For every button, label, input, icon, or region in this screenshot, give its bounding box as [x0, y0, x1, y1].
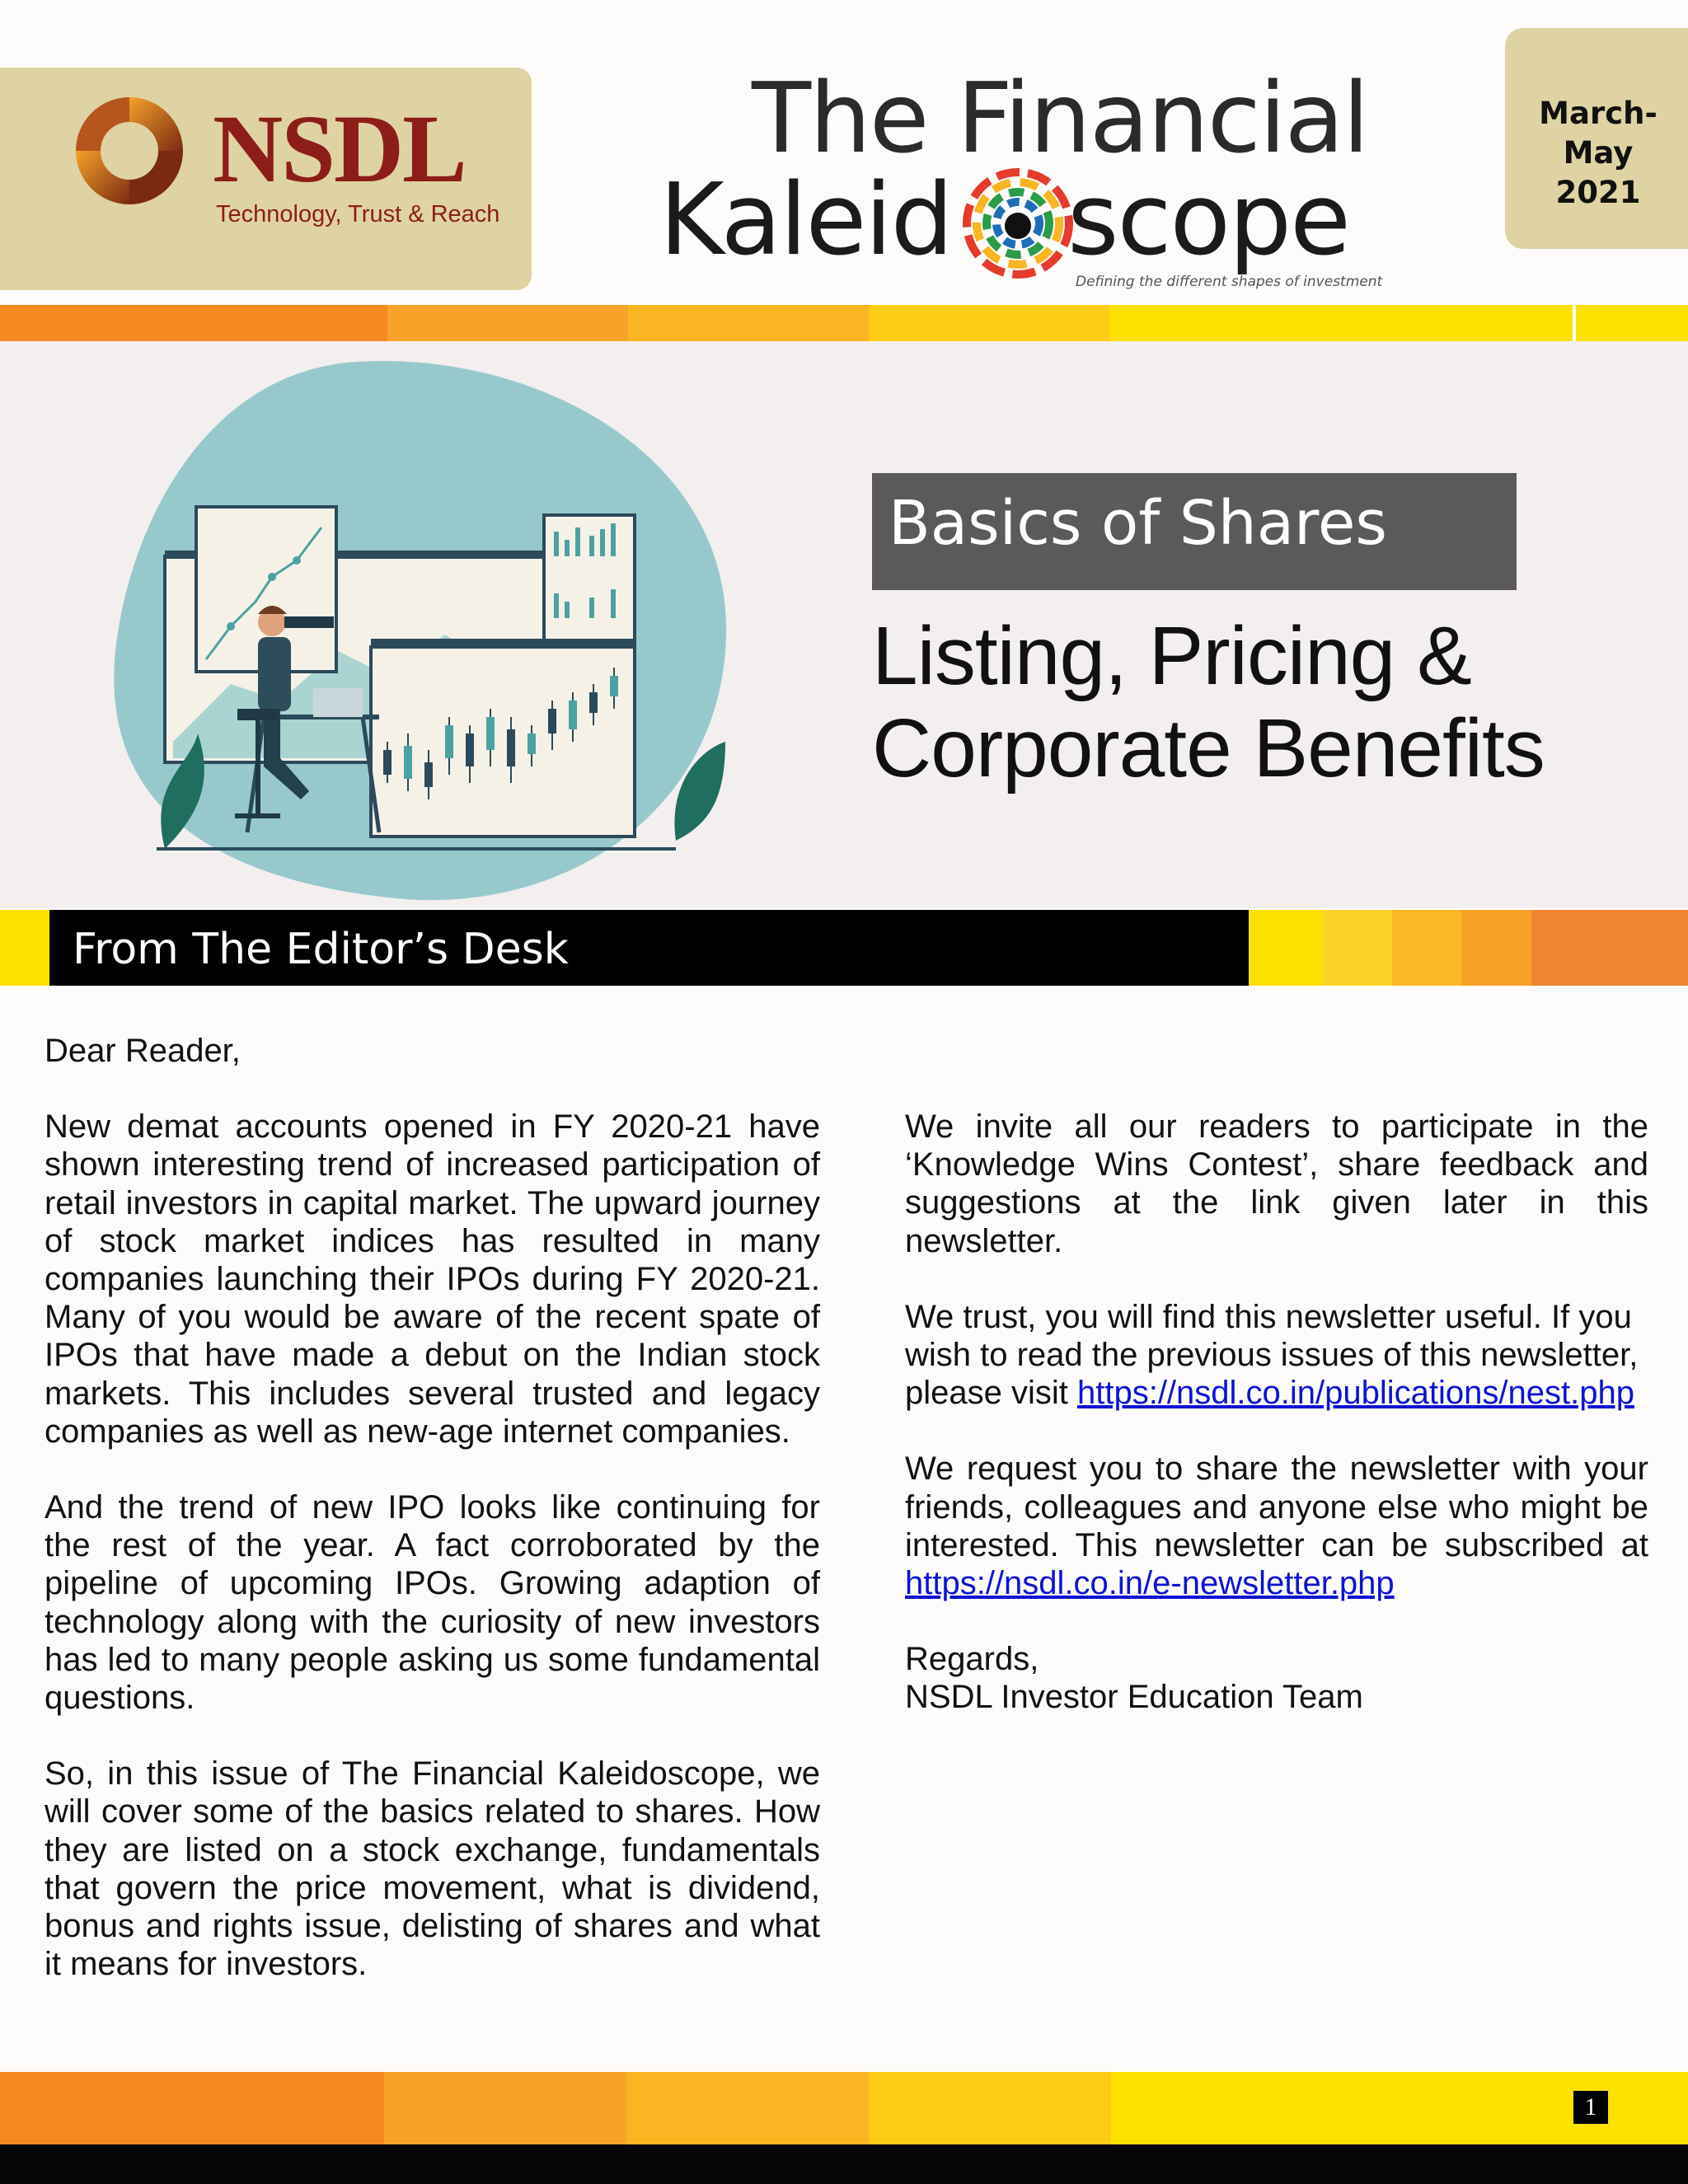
newsletter-title-kaleid: Kaleid — [659, 163, 952, 278]
banner-headline-line1: Listing, Pricing & — [872, 610, 1471, 702]
nsdl-swirl-icon — [68, 89, 191, 213]
previous-issues-link[interactable]: https://nsdl.co.in/publications/nest.php — [1076, 1375, 1634, 1412]
editor-desk-title: From The Editor’s Desk — [73, 925, 569, 974]
issue-date-line3: 2021 — [1555, 175, 1641, 210]
newsletter-tagline: Defining the different shapes of investment — [1076, 274, 1383, 290]
body-paragraph: And the trend of new IPO looks like continuing for the rest of the year. A fact corroborated by the pipeline of upcoming IPOs. Growing adaption of technology along with the curiosity of new investors has led to many people asking us some fundamental questions. — [45, 1489, 820, 1717]
newsletter-title-scope: scope — [1067, 163, 1349, 278]
issue-date-line1: March- — [1539, 96, 1658, 131]
body-paragraph: So, in this issue of The Financial Kaleidoscope, we will cover some of the basics related to shares. How they are listed on a stock exchange, fundamentals that govern the price movement, what is dividend, bonus and rights issue, delisting of shares and what it means for investors. — [45, 1755, 820, 1983]
banner-headline-line2: Corporate Benefits — [872, 702, 1545, 794]
top-color-stripe — [0, 305, 1688, 341]
body-paragraph — [905, 1450, 1648, 1602]
signature: NSDL Investor Education Team — [905, 1679, 1363, 1716]
paragraph-text: We request you to share the newsletter with your friends, colleagues and anyone else who might be interested. This newsletter can be subscribed at — [905, 1451, 1648, 1563]
investor-illustration-icon — [99, 354, 758, 907]
subscribe-link[interactable]: https://nsdl.co.in/e-newsletter.php — [905, 1565, 1395, 1602]
paragraph-text: We trust, you will find this newsletter useful. If you wish to read the previous issues of this newsletter, please visit — [905, 1298, 1639, 1412]
page-number: 1 — [1573, 2091, 1608, 2124]
nsdl-logo-tagline: Technology, Trust & Reach — [216, 201, 500, 227]
kaleidoscope-logo-icon — [956, 162, 1080, 285]
greeting: Dear Reader, — [45, 1033, 241, 1069]
issue-date-line2: May — [1563, 135, 1634, 171]
nsdl-logo-text: NSDL — [213, 95, 466, 203]
body-paragraph — [905, 1298, 1648, 1413]
body-paragraph: New demat accounts opened in FY 2020-21 have shown interesting trend of increased participation of retail investors in capital market. The upward journey of stock market indices has resulted in many companies launching their IPOs during FY 2020-21. Many of you would be aware of the recent spate of IPOs that have made a debut on the Indian stock markets. This includes several trusted and legacy companies as well as new-age internet companies. — [45, 1108, 820, 1450]
newsletter-title-line1: The Financial — [752, 61, 1368, 175]
regards: Regards, — [905, 1641, 1039, 1678]
footer-color-stripe — [0, 2072, 1688, 2144]
banner-headline — [872, 610, 1545, 794]
body-left-column — [45, 1032, 820, 2021]
banner-label: Basics of Shares — [889, 488, 1387, 559]
body-right-column — [905, 1108, 1648, 1755]
body-paragraph: We invite all our readers to participate in the ‘Knowledge Wins Contest’, share feedback and suggestions at the link given later in this newsletter. — [905, 1108, 1648, 1259]
footer-bar — [0, 2144, 1688, 2184]
issue-date — [1505, 94, 1688, 213]
